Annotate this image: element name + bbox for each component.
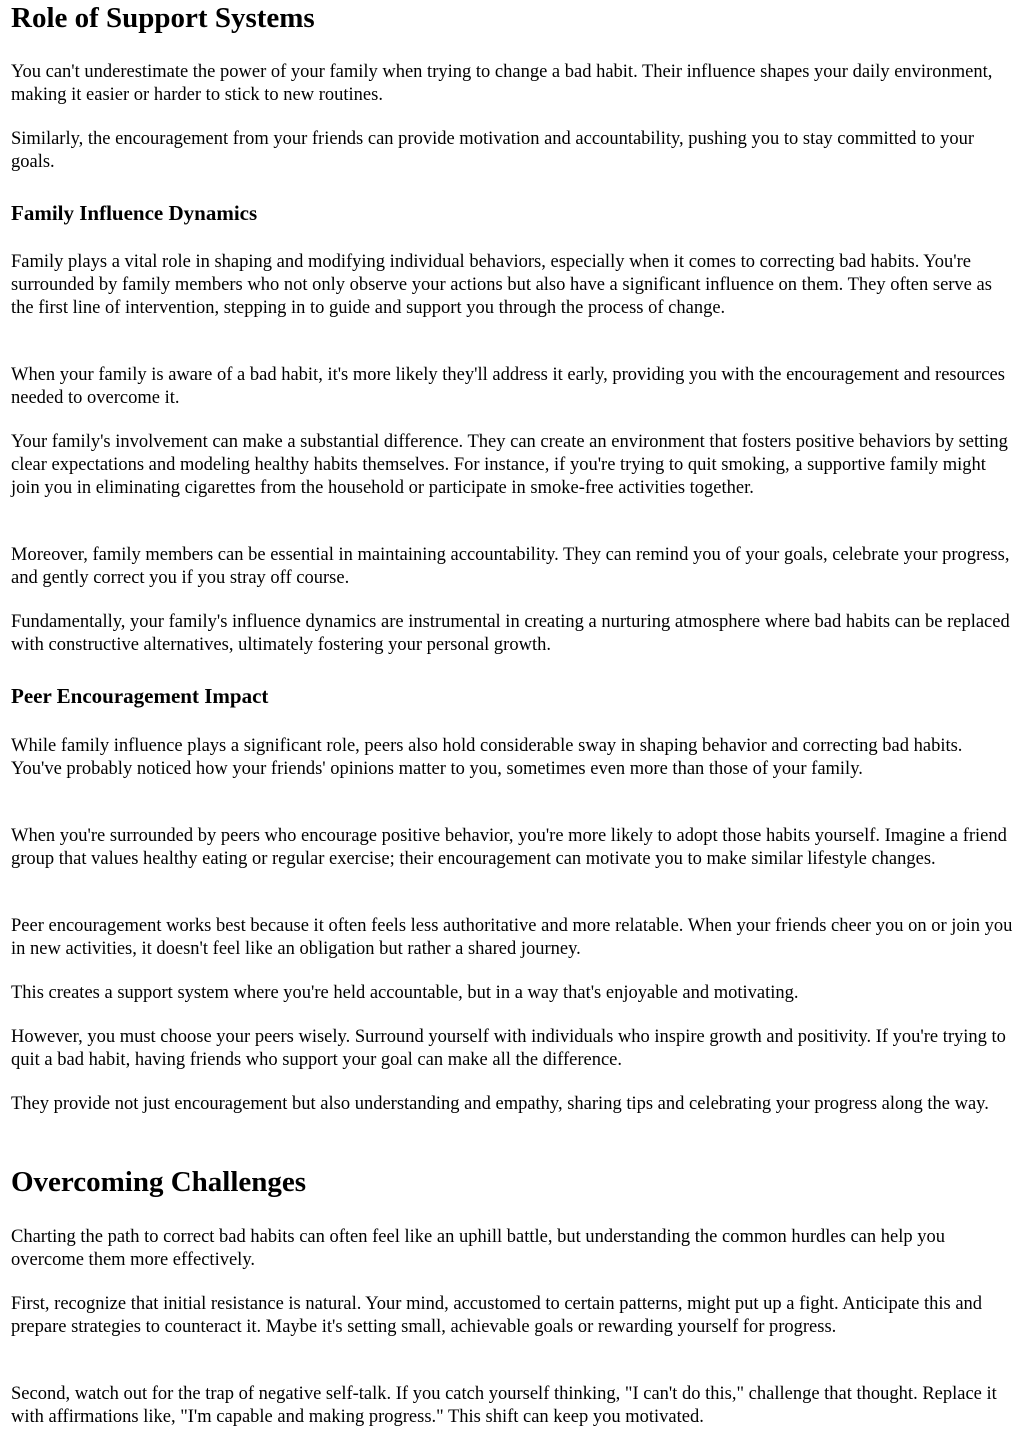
paragraph: They provide not just encouragement but also understanding and empathy, sharing tips and celebrating your progress along the way. [11,1094,989,1114]
paragraph: Second, watch out for the trap of negative self-talk. If you catch yourself thinking, "I can't do this," challenge that thought. Replace it with affirmations like, "I'm capable and making progress." This shift can keep you motivated. [11,1384,997,1427]
paragraph: First, recognize that initial resistance is natural. Your mind, accustomed to certain patterns, might put up a fight. Anticipate this and prepare strategies to counteract it. Maybe it's setting small, achievable goals or rewarding yourself for progress. [11,1294,983,1337]
paragraph: You can't underestimate the power of your family when trying to change a bad habit. Their influence shapes your daily environment, making it easier or harder to stick to new routines. [11,62,993,105]
paragraph: Fundamentally, your family's influence dynamics are instrumental in creating a nurturing atmosphere where bad habits can be replaced with constructive alternatives, ultimately fostering your personal growth. [11,612,1010,655]
paragraph: This creates a support system where you're held accountable, but in a way that's enjoyable and motivating. [11,983,799,1003]
heading-role-of-support-systems: Role of Support Systems [11,2,315,34]
heading-overcoming-challenges: Overcoming Challenges [11,1166,307,1198]
paragraph: Your family's involvement can make a substantial difference. They can create an environment that fosters positive behaviors by setting clear expectations and modeling healthy habits themselves. For instance, if you're trying to quit smoking, a supportive family might join you in eliminating cigarettes from the household or participate in smoke-free activities together. [11,432,1008,498]
paragraph: Charting the path to correct bad habits can often feel like an uphill battle, but understanding the common hurdles can help you overcome them more effectively. [11,1227,945,1270]
paragraph: However, you must choose your peers wisely. Surround yourself with individuals who inspire growth and positivity. If you're trying to quit a bad habit, having friends who support your goal can make all the difference. [11,1027,1006,1070]
paragraph: Similarly, the encouragement from your friends can provide motivation and accountability, pushing you to stay committed to your goals. [11,129,974,172]
heading-family-influence-dynamics: Family Influence Dynamics [11,201,258,225]
heading-peer-encouragement-impact: Peer Encouragement Impact [11,684,269,708]
paragraph: Peer encouragement works best because it often feels less authoritative and more relatable. When your friends cheer you on or join you in new activities, it doesn't feel like an obligation but rather a shared journey. [11,916,1013,959]
paragraph: When your family is aware of a bad habit, it's more likely they'll address it early, providing you with the encouragement and resources needed to overcome it. [11,365,1005,408]
paragraph: When you're surrounded by peers who encourage positive behavior, you're more likely to adopt those habits yourself. Imagine a friend group that values healthy eating or regular exercise; their encouragement can motivate you to make similar lifestyle changes. [11,826,1007,869]
paragraph: While family influence plays a significant role, peers also hold considerable sway in shaping behavior and correcting bad habits. You've probably noticed how your friends' opinions matter to you, sometimes even more than those of your family. [11,736,963,779]
paragraph: Family plays a vital role in shaping and modifying individual behaviors, especially when it comes to correcting bad habits. You're surrounded by family members who not only observe your actions but also have a significant influence on them. They often serve as the first line of intervention, stepping in to guide and support you through the process of change. [11,252,992,318]
paragraph: Moreover, family members can be essential in maintaining accountability. They can remind you of your goals, celebrate your progress, and gently correct you if you stray off course. [11,545,1010,588]
